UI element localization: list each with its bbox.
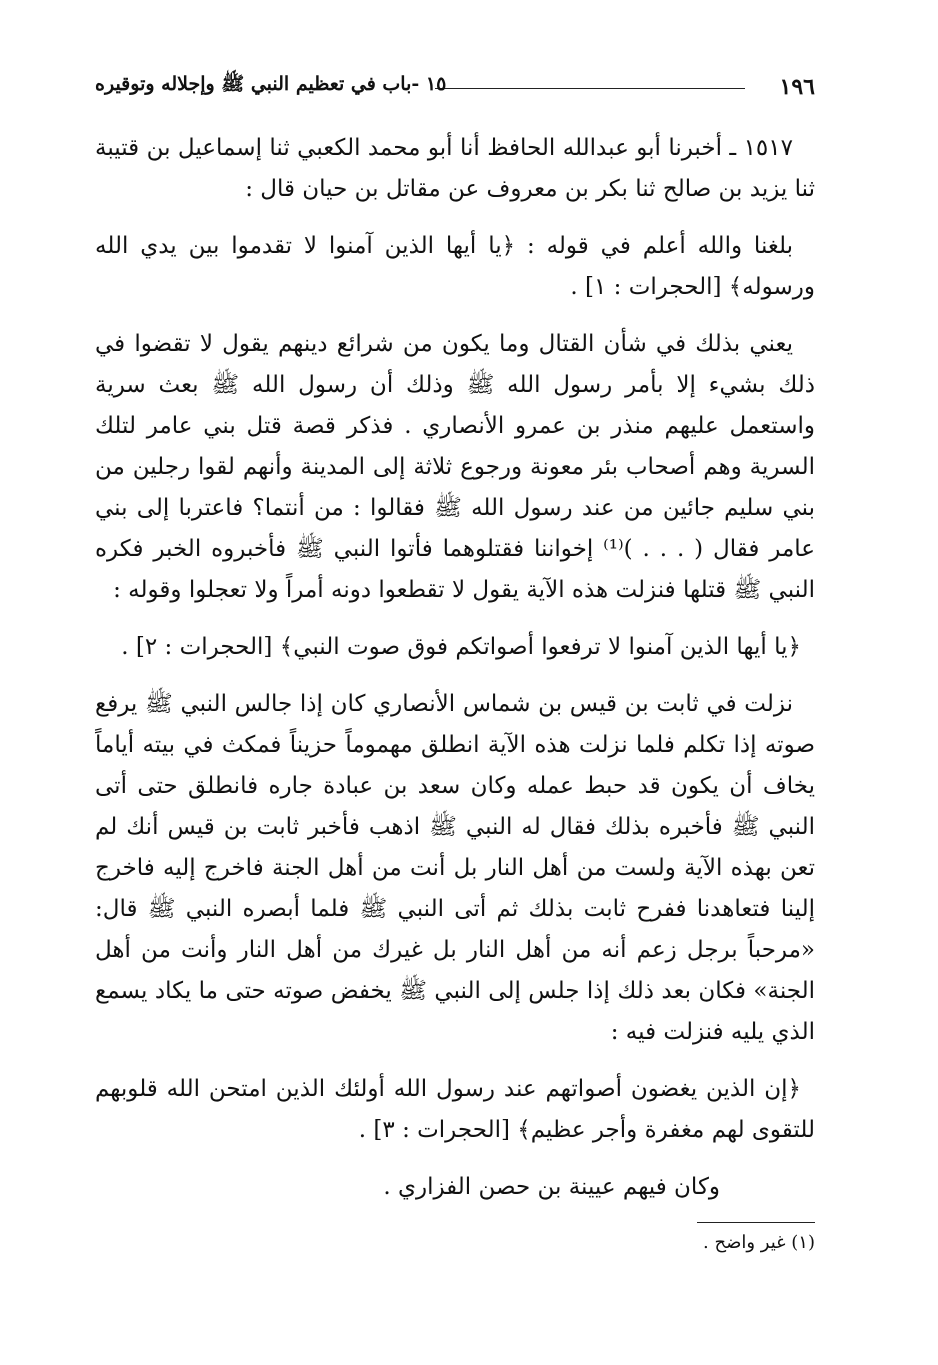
verse-quote-3: ﴿إن الذين يغضون أصواتهم عند رسول الله أولئك الذين امتحن الله قلوبهم للتقوى لهم مغفرة وأجر عظيم﴾ [الحجرات : ٣] . [95,1076,815,1143]
main-text [95,128,815,1224]
footnote: (١) غير واضح . [703,1232,815,1253]
narrative-paragraph: نزلت في ثابت بن قيس بن شماس الأنصاري كان إذا جالس النبي ﷺ يرفع صوته إذا تكلم فلما نزلت هذه الآية انطلق مهموماً حزيناً فمكث في بيته أياماً يخاف أن يكون قد حبط عمله وكان سعد بن عبادة جاره فانطلق حتى أتى النبي ﷺ فأخبره بذلك فقال له النبي ﷺ اذهب فأخبر ثابت بن قيس أنك لم تعن بهذه الآية ولست من أهل النار بل أنت من أهل الجنة فاخرج إليه فاخرج إلينا فتعاهدنا ففرح ثابت بذلك ثم أتى النبي ﷺ فلما أبصره النبي ﷺ قال: «مرحباً برجل زعم أنه من أهل النار بل غيرك من أهل النار وأنت من أهل الجنة» فكان بعد ذلك إذا جلس إلى النبي ﷺ يخفض صوته حتى ما يكاد يسمع الذي يليه فنزلت فيه : [95,691,815,1045]
page-number: ١٩٦ [779,74,815,100]
hadith-isnad: ١٥١٧ ـ أخبرنا أبو عبدالله الحافظ أنا أبو محمد الكعبي ثنا إسماعيل بن قتيبة ثنا يزيد بن صالح ثنا بكر بن معروف عن مقاتل بن حيان قال : [95,135,815,202]
explanation-paragraph: يعني بذلك في شأن القتال وما يكون من شرائع دينهم يقول لا تقضوا في ذلك بشيء إلا بأمر رسول الله ﷺ وذلك أن رسول الله ﷺ بعث سرية واستعمل عليهم منذر بن عمرو الأنصاري . فذكر قصة قتل بني عامر لتلك السرية وهم أصحاب بئر معونة ورجوع ثلاثة إلى المدينة وأنهم لقوا رجلين من بني سليم جائين من عند رسول الله ﷺ فقالوا : من أنتما؟ فاعتربا إلى بني عامر فقال ( . . . )⁽¹⁾ إخواننا فقتلوهما فأتوا النبي ﷺ فأخبروه الخبر فكره النبي ﷺ قتلها فنزلت هذه الآية يقول لا تقطعوا دونه أمراً ولا تعجلوا وقوله : [95,331,816,603]
footnote-rule [697,1222,815,1223]
chapter-title: ١٥ -باب في تعظيم النبي ﷺ وإجلاله وتوقيره [95,73,447,95]
header-rule [435,88,745,89]
verse-quote-1: بلغنا والله أعلم في قوله : ﴿يا أيها الذين آمنوا لا تقدموا بين يدي الله ورسوله﴾ [الحجرات : ١] . [95,233,815,300]
page-header [95,66,815,106]
closing-line: وكان فيهم عيينة بن حصن الفزاري . [383,1174,720,1200]
verse-quote-2: ﴿يا أيها الذين آمنوا لا ترفعوا أصواتكم فوق صوت النبي﴾ [الحجرات : ٢] . [121,634,801,660]
book-page [95,0,815,1365]
